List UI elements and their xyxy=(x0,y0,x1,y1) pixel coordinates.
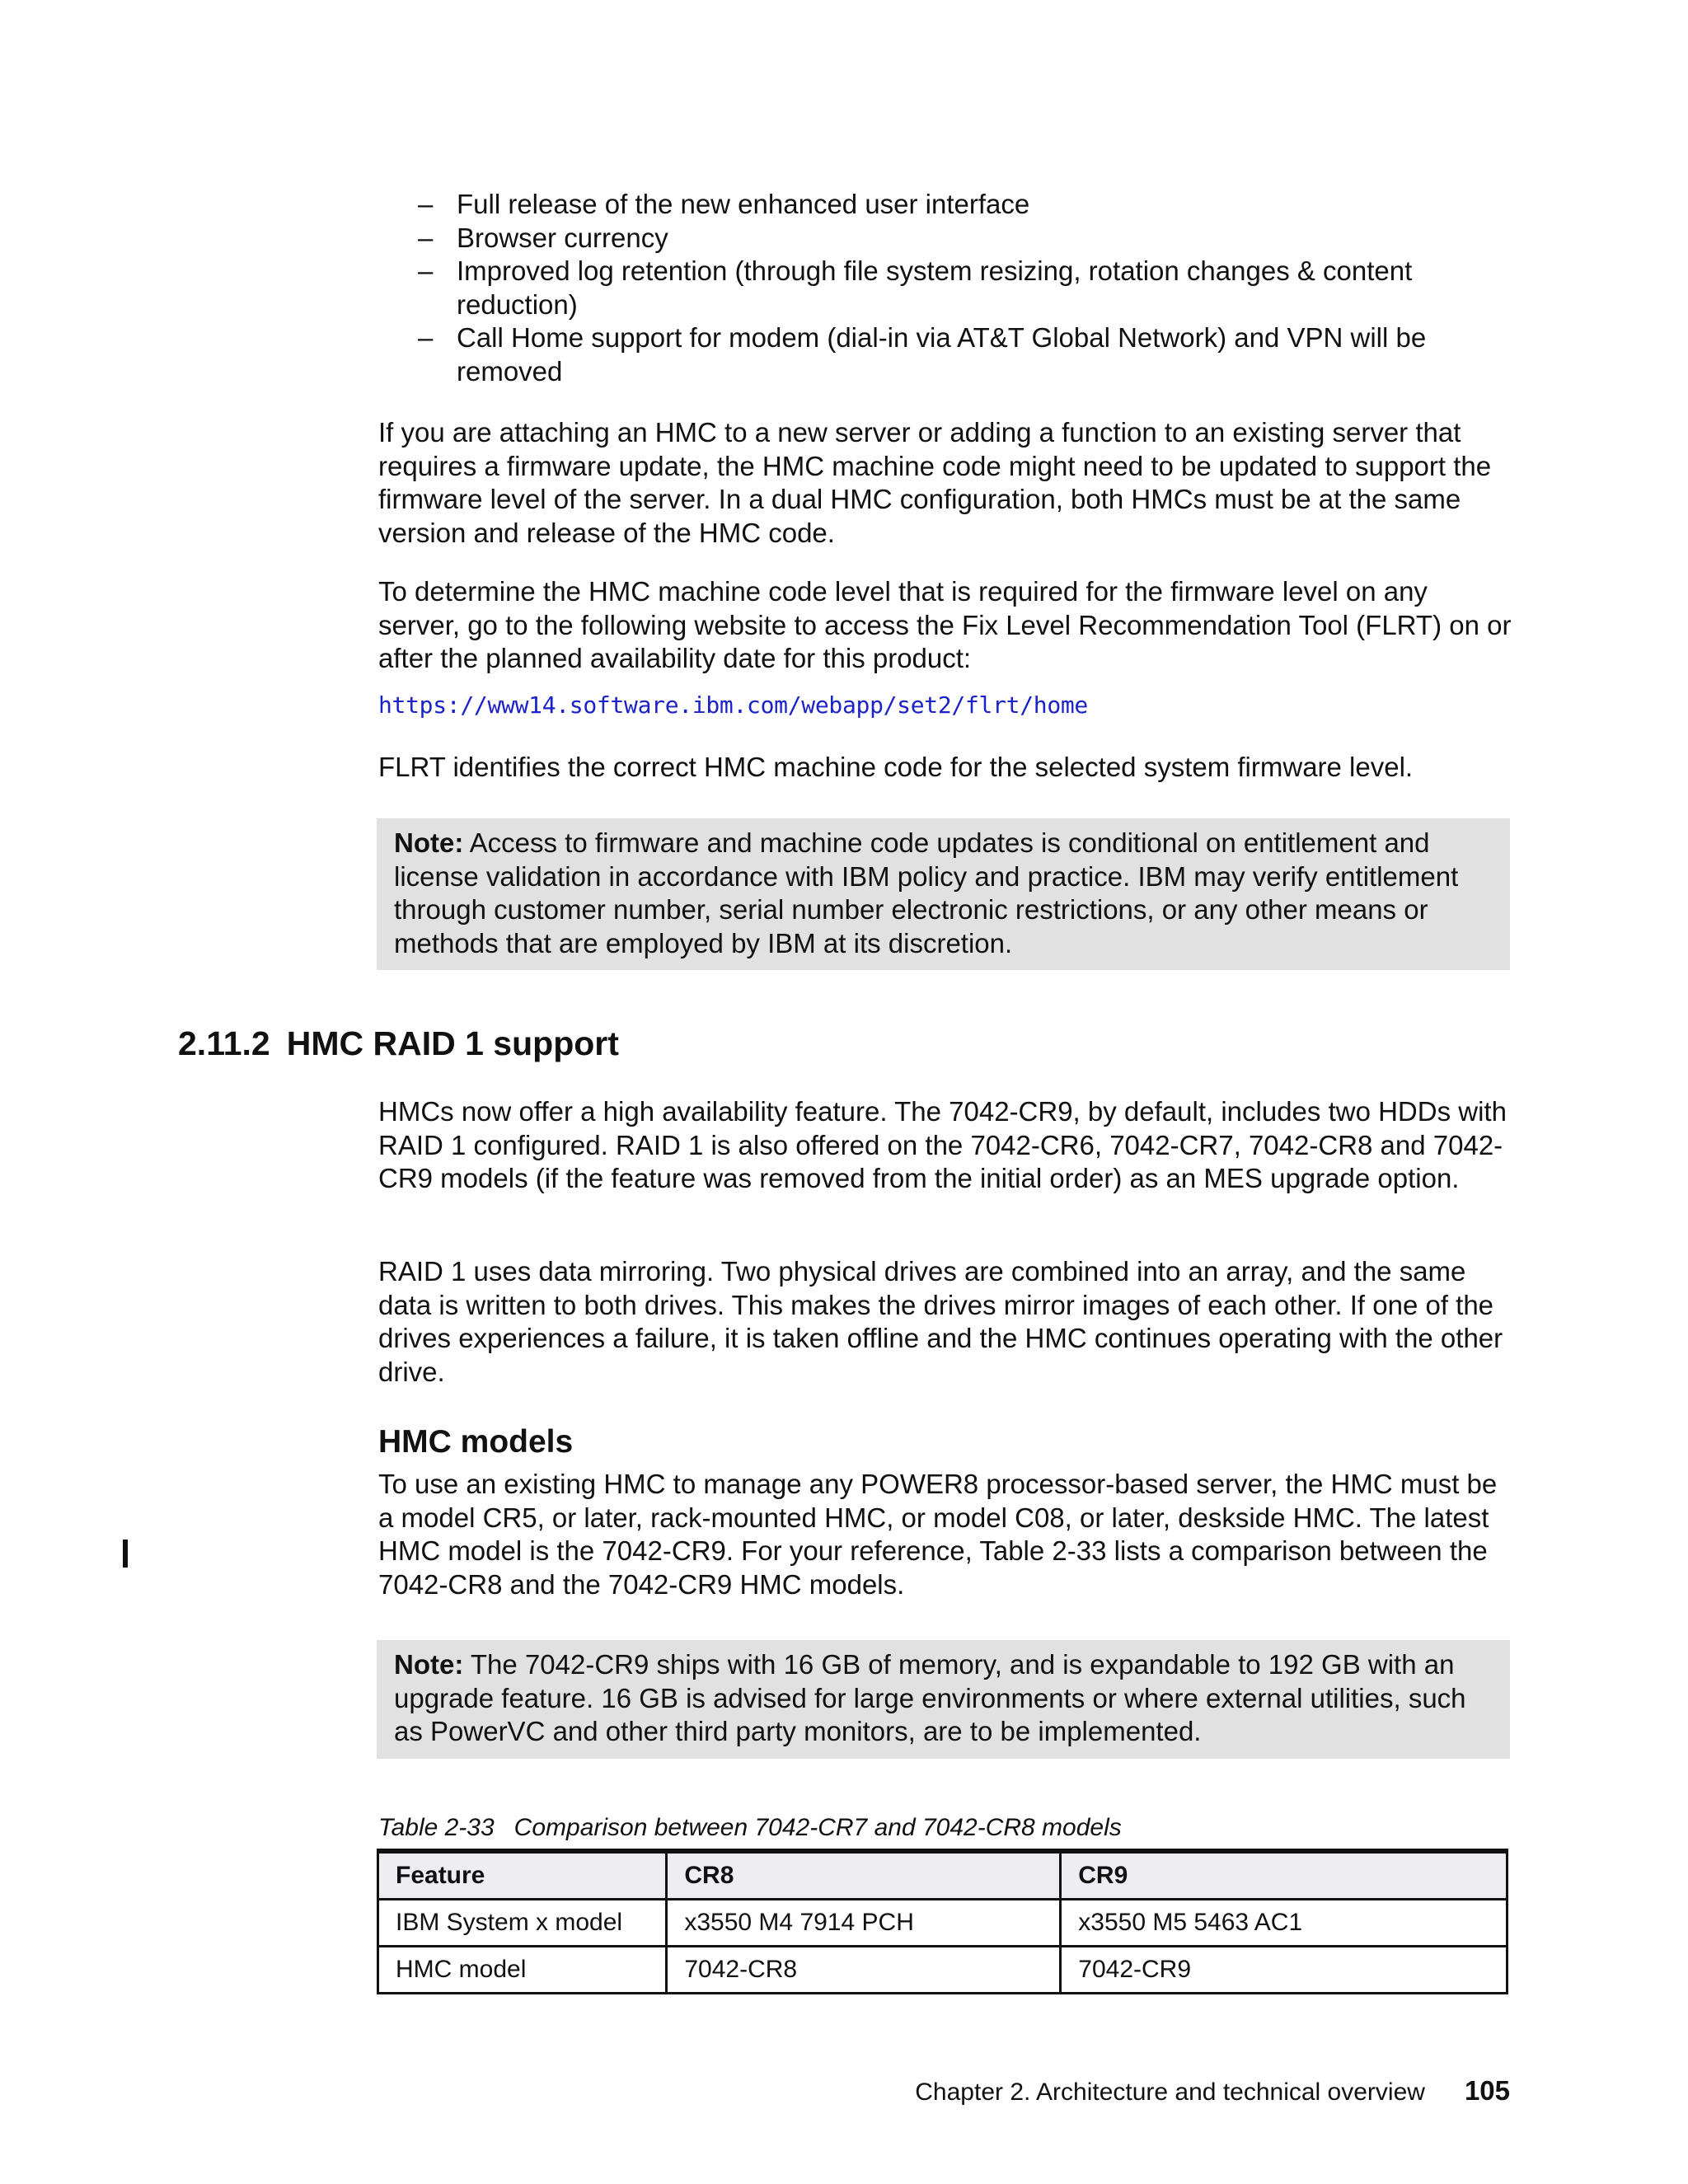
note-label: Note: xyxy=(394,827,464,858)
note-text: Access to firmware and machine code updates is conditional on entitlement and license validation in accordance with IBM policy and practice. IBM may verify entitlement through customer number, serial number electronic restrictions, or any other means or methods that are employed by IBM at its discretion. xyxy=(394,827,1459,958)
paragraph-flrt: FLRT identifies the correct HMC machine code for the selected system firmware level. xyxy=(378,752,1414,782)
bullet-dash: – xyxy=(418,322,434,353)
paragraph-raid-intro: HMCs now offer a high availability feature. The 7042-CR9, by default, includes two HDDs with RAID 1 configured. RAID 1 is also offered on the 7042-CR6, 7042-CR7, 7042-CR8 and 7042-CR9 models (if the feature was removed from the initial order) as an MES upgrade option. xyxy=(378,1096,1507,1193)
table-header-cell: CR8 xyxy=(667,1851,1061,1900)
bullet-item xyxy=(418,255,1514,321)
bullet-dash: – xyxy=(418,189,434,219)
table-caption xyxy=(378,1811,1122,1844)
table-header-row xyxy=(378,1851,1507,1900)
note-text: The 7042-CR9 ships with 16 GB of memory, and is expandable to 192 GB with an upgrade feature. 16 GB is advised for large environments or where external utilities, such as PowerVC and other third party monitors, are to be implemented. xyxy=(394,1649,1466,1746)
bullet-text: Browser currency xyxy=(457,222,668,253)
bullet-text: Call Home support for modem (dial-in via AT&T Global Network) and VPN will be removed xyxy=(457,322,1427,387)
table-cell: IBM System x model xyxy=(378,1900,667,1947)
table-cell: HMC model xyxy=(378,1947,667,1994)
subheading-hmc-models: HMC models xyxy=(378,1424,574,1460)
section-heading xyxy=(178,1020,619,1066)
bullet-dash: – xyxy=(418,222,434,253)
table-cell: x3550 M5 5463 AC1 xyxy=(1061,1900,1507,1947)
table-cell: 7042-CR8 xyxy=(667,1947,1061,1994)
table-cell: x3550 M4 7914 PCH xyxy=(667,1900,1061,1947)
bullet-text: Improved log retention (through file system resizing, rotation changes & content reduction) xyxy=(457,255,1413,320)
bullet-dash: – xyxy=(418,255,434,286)
bullet-item xyxy=(418,188,1514,222)
table-header-cell: CR9 xyxy=(1061,1851,1507,1900)
table-caption-number: Table 2-33 xyxy=(378,1814,495,1841)
comparison-table xyxy=(377,1849,1508,1994)
note-label: Note: xyxy=(394,1649,464,1680)
note-entitlement xyxy=(377,818,1510,970)
paragraph-raid-mirroring: RAID 1 uses data mirroring. Two physical drives are combined into an array, and the same data is written to both drives. This makes the drives mirror images of each other. If one of the drives experiences a failure, it is taken offline and the HMC continues operating with the other drive. xyxy=(378,1256,1503,1387)
table-cell: 7042-CR9 xyxy=(1061,1947,1507,1994)
note-memory xyxy=(377,1640,1510,1759)
paragraph-attach-hmc: If you are attaching an HMC to a new server or adding a function to an existing server that requires a firmware update, the HMC machine code might need to be updated to support the firmware level of the server. In a dual HMC configuration, both HMCs must be at the same version and release of the HMC code. xyxy=(378,417,1492,548)
paragraph-determine-level: To determine the HMC machine code level that is required for the firmware level on any server, go to the following website to access the Fix Level Recommendation Tool (FLRT) on or after the planned availability date for this product: xyxy=(378,576,1512,673)
feature-bullet-list xyxy=(418,188,1514,388)
footer-chapter: Chapter 2. Architecture and technical overview xyxy=(915,2079,1425,2106)
page-number: 105 xyxy=(1464,2075,1510,2106)
page-footer xyxy=(915,2074,1510,2109)
section-title: HMC RAID 1 support xyxy=(286,1024,619,1062)
table-row xyxy=(378,1947,1507,1994)
bullet-item xyxy=(418,222,1514,255)
bullet-text: Full release of the new enhanced user interface xyxy=(457,189,1030,219)
table-header-cell: Feature xyxy=(378,1851,667,1900)
table-caption-text: Comparison between 7042-CR7 and 7042-CR8 models xyxy=(513,1814,1122,1841)
bullet-item xyxy=(418,321,1514,388)
section-number: 2.11.2 xyxy=(178,1024,270,1062)
revision-change-bar xyxy=(123,1540,128,1568)
table-row xyxy=(378,1900,1507,1947)
flrt-link[interactable]: https://www14.software.ibm.com/webapp/set2/flrt/home xyxy=(378,691,1088,719)
paragraph-hmc-models: To use an existing HMC to manage any POWER8 processor-based server, the HMC must be a model CR5, or later, rack-mounted HMC, or model C08, or later, deskside HMC. The latest HMC model is the 7042-CR9. For your reference, Table 2-33 lists a comparison between the 7042-CR8 and the 7042-CR9 HMC models. xyxy=(378,1469,1498,1600)
